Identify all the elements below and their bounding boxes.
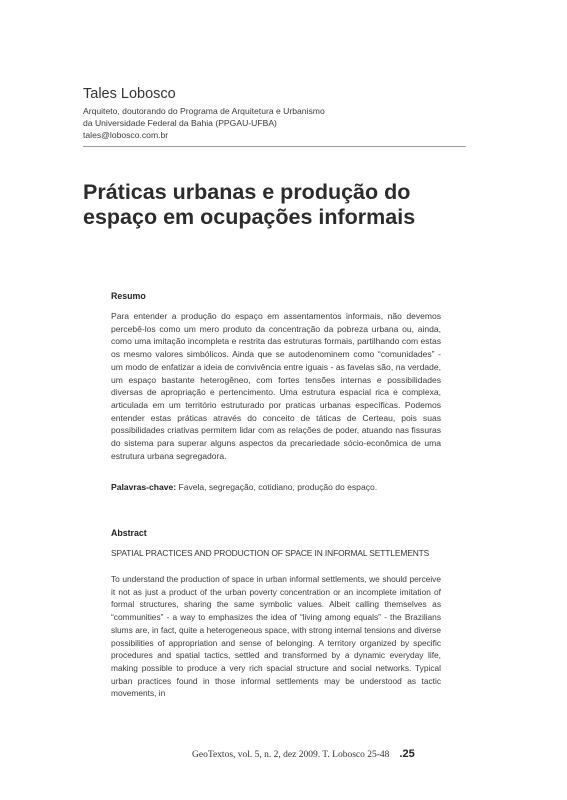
- page-number: .25: [399, 748, 415, 760]
- author-affiliation-line: Arquiteto, doutorando do Programa de Arquitetura e Urbanismo: [83, 106, 325, 116]
- page-footer: [192, 748, 472, 760]
- resumo-paragraph: Para entender a produção do espaço em assentamentos informais, não devemos percebê-los como um mero produto da concentração da pobreza urbana ou, ainda, como uma imitação incompleta e restrita das estruturas formais, partilhando com estas os mesmo valores simbólicos. Ainda que se autodenominem como “comunidades” - um modo de enfatizar a ideia de convivência entre iguais - as favelas são, na verdade, um espaço bastante heterogêneo, com fortes tensões internas e possibilidades diversas de apropriação e pertencimento. Uma estrutura espacial rica e complexa, articulada em um território estruturado por praticas urbanas específicas. Podemos entender estas práticas através do conceito de táticas de Certeau, pois suas possibilidades criativas permitem lidar com as relações de poder, atuando nas fissuras do sistema para superar alguns aspectos da precariedade sócio-econômica de uma estrutura urbana segregadora.: [111, 311, 441, 461]
- author-block: [83, 86, 483, 141]
- article-title: [83, 180, 503, 230]
- article-title-line: Práticas urbanas e produção do: [83, 180, 411, 204]
- abstract-paragraph: To understand the production of space in urban informal settlements, we should perceive it not as just a product of the urban poverty concentration or an incomplete imitation of formal structures, sharing the same symbolic values. Albeit calling themselves as “communities” - a way to emphasizes the idea of “living among equals” - the Brazilians slums are, in fact, quite a heterogeneous space, with strong internal tensions and diverse possibilities of appropriation and sense of belonging. A territory organized by specific procedures and spatial tactics, settled and transformed by a dynamic everyday life, making possible to produce a very rich spacial structure and social networks. Typical urban practices found in those informal settlements may be understood as tactic movements, in: [111, 574, 441, 699]
- abstract-title: SPATIAL PRACTICES AND PRODUCTION OF SPACE IN INFORMAL SETTLEMENTS: [111, 548, 430, 558]
- resumo-body: [111, 310, 441, 462]
- footer-citation: GeoTextos, vol. 5, n. 2, dez 2009. T. Lobosco 25-48: [192, 750, 390, 760]
- keywords-label: Palavras-chave:: [111, 482, 177, 492]
- author-name: Tales Lobosco: [83, 86, 176, 102]
- horizontal-divider: [83, 146, 466, 147]
- abstract-body: [111, 573, 441, 700]
- author-affiliation-line: da Universidade Federal da Bahia (PPGAU-UFBA): [83, 118, 277, 128]
- keywords-value: Favela, segregação, cotidiano, produção do espaço.: [178, 482, 378, 492]
- author-email: tales@lobosco.com.br: [83, 130, 169, 140]
- keywords: [111, 481, 441, 494]
- article-title-line: espaço em ocupações informais: [83, 205, 416, 229]
- resumo-heading: Resumo: [111, 291, 146, 301]
- abstract-heading: Abstract: [111, 528, 147, 538]
